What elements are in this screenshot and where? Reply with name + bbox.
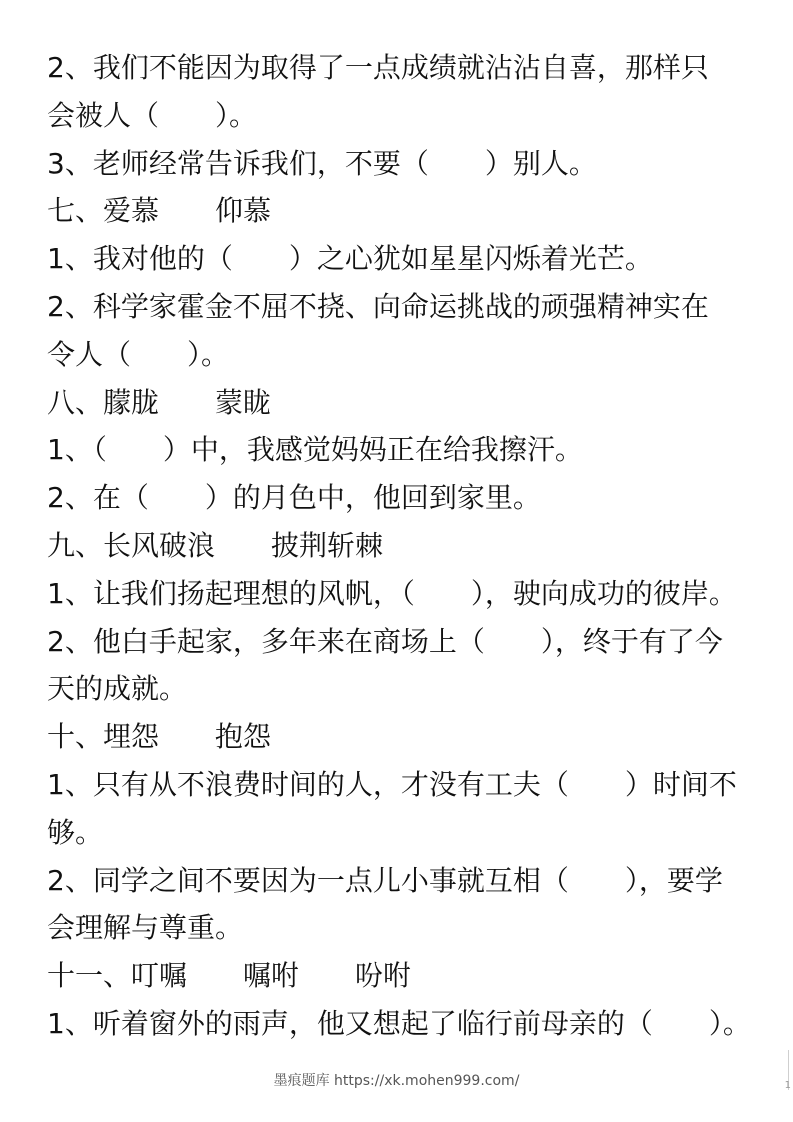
text-line: 1、只有从不浪费时间的人，才没有工夫（ ）时间不: [47, 767, 737, 801]
text-line: 2、在（ ）的月色中，他回到家里。: [47, 481, 541, 515]
section-heading: 九、长风破浪 披荆斩棘: [47, 528, 384, 562]
section-heading: 八、朦胧 蒙眬: [47, 385, 272, 419]
text-line: 1、让我们扬起理想的风帆，（ ），驶向成功的彼岸。: [47, 576, 737, 610]
section-heading: 十一、叮嘱 嘱咐 吩咐: [47, 959, 412, 993]
text-line: 3、老师经常告诉我们，不要（ ）别人。: [47, 146, 597, 180]
text-line: 2、科学家霍金不屈不挠、向命运挑战的顽强精神实在: [47, 289, 709, 323]
section-heading: 十、埋怨 抱怨: [47, 720, 272, 754]
section-heading: 七、爱慕 仰慕: [47, 194, 272, 228]
text-line: 2、同学之间不要因为一点儿小事就互相（ ），要学: [47, 863, 723, 897]
text-line: 会被人（ ）。: [47, 98, 258, 132]
text-line: 天的成就。: [47, 672, 188, 706]
page-number: 1: [784, 1080, 791, 1091]
text-line: 令人（ ）。: [47, 337, 230, 371]
text-line: 1、听着窗外的雨声，他又想起了临行前母亲的（ ）。: [47, 1006, 751, 1040]
text-line: 2、他白手起家，多年来在商场上（ ），终于有了今: [47, 624, 723, 658]
text-line: 会理解与尊重。: [47, 911, 244, 945]
text-line: 2、我们不能因为取得了一点成绩就沾沾自喜，那样只: [47, 51, 709, 84]
text-line: 够。: [47, 815, 104, 849]
text-line: 1、我对他的（ ）之心犹如星星闪烁着光芒。: [47, 242, 653, 276]
footer-watermark: 墨痕题库 https://xk.mohen999.com/: [273, 1073, 520, 1089]
text-line: 1、（ ）中，我感觉妈妈正在给我擦汗。: [47, 433, 583, 467]
document-body: [47, 44, 752, 1048]
